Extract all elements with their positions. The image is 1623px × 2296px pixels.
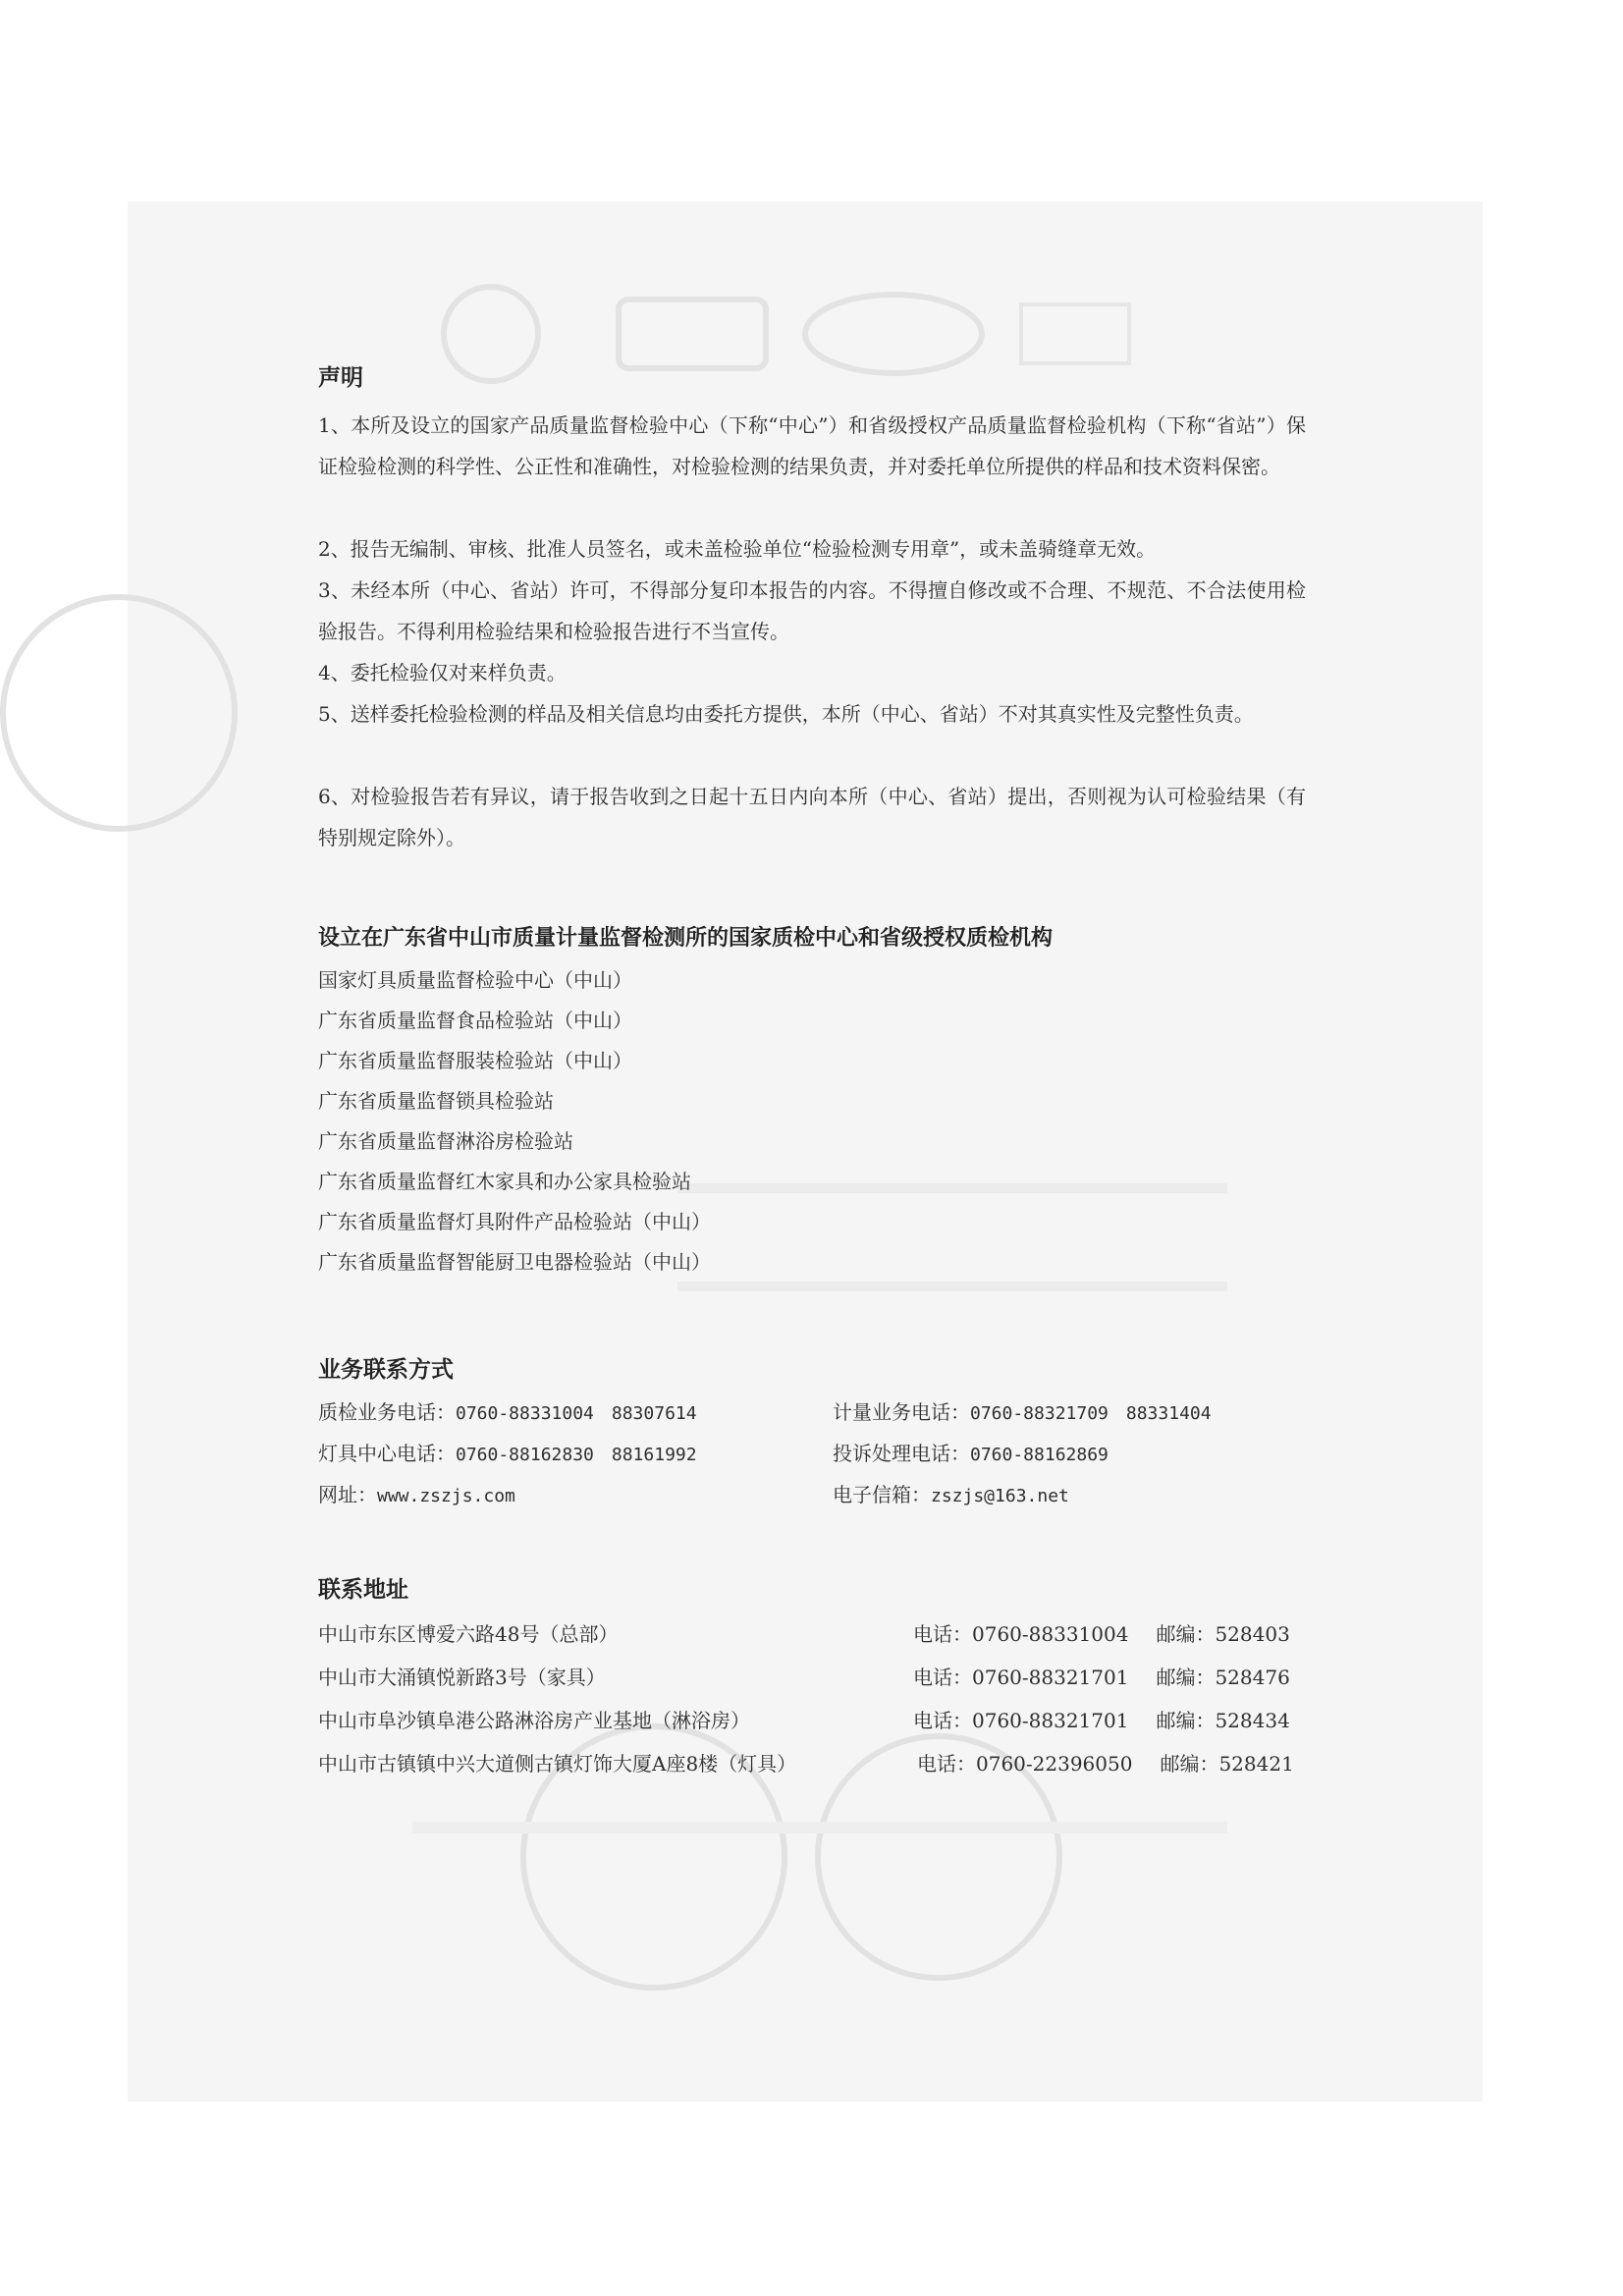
- address-contact: [913, 1664, 1290, 1691]
- complaint-phone-value: 0760-88162869: [970, 1445, 1109, 1465]
- email: [833, 1481, 1069, 1510]
- address-postcode: 邮编：528476: [1156, 1666, 1290, 1689]
- declaration-item-6: 6、对检验报告若有异议，请于报告收到之日起十五日内向本所（中心、省站）提出，否则视为认可检验结果（有特别规定除外）。: [318, 785, 1306, 849]
- address-line: 中山市古镇镇中兴大道侧古镇灯饰大厦A座8楼（灯具）: [318, 1752, 797, 1776]
- institution-item: 广东省质量监督智能厨卫电器检验站（中山）: [318, 1250, 711, 1274]
- institutions-title: 设立在广东省中山市质量计量监督检测所的国家质检中心和省级授权质检机构: [318, 926, 1054, 951]
- show-through-line: [677, 1183, 1227, 1193]
- complaint-phone: [833, 1440, 1109, 1469]
- metering-phone-label: 计量业务电话：: [833, 1400, 970, 1424]
- declaration-item-2: 2、报告无编制、审核、批准人员签名，或未盖检验单位“检验检测专用章”，或未盖骑缝章无效。: [318, 537, 1157, 561]
- institution-item: 广东省质量监督锁具检验站: [318, 1089, 554, 1113]
- address-contact: [913, 1707, 1290, 1734]
- website-link[interactable]: www.zszjs.com: [377, 1486, 515, 1506]
- lamp-phone-value: 0760-88162830 88161992: [456, 1445, 697, 1465]
- institution-item: 广东省质量监督食品检验站（中山）: [318, 1009, 632, 1032]
- address-postcode: 邮编：528421: [1160, 1752, 1294, 1776]
- show-through-line: [677, 1282, 1227, 1291]
- lamp-phone-label: 灯具中心电话：: [318, 1442, 456, 1465]
- address-postcode: 邮编：528434: [1156, 1709, 1290, 1732]
- quality-phone-value: 0760-88331004 88307614: [456, 1403, 697, 1424]
- institution-item: 广东省质量监督淋浴房检验站: [318, 1129, 573, 1153]
- declaration-item-5: 5、送样委托检验检测的样品及相关信息均由委托方提供，本所（中心、省站）不对其真实性及完整性负责。: [318, 702, 1254, 726]
- institution-item: 广东省质量监督灯具附件产品检验站（中山）: [318, 1210, 711, 1233]
- business-contact-title: 业务联系方式: [318, 1357, 454, 1383]
- seal-icon: [0, 594, 238, 832]
- address-phone: 电话：0760-22396050: [917, 1752, 1133, 1776]
- website: [318, 1481, 515, 1510]
- institution-item: 国家灯具质量监督检验中心（中山）: [318, 968, 632, 992]
- show-through-line: [412, 1822, 1227, 1833]
- declaration-item-1: 1、本所及设立的国家产品质量监督检验中心（下称“中心”）和省级授权产品质量监督检验机构（下称“省站”）保证检验检测的科学性、公正性和准确性，对检验检测的结果负责，并对委托单位所提供的样品和技术资料保密。: [318, 413, 1306, 478]
- institution-item: 广东省质量监督红木家具和办公家具检验站: [318, 1170, 691, 1193]
- website-label: 网址：: [318, 1483, 377, 1506]
- address-line: 中山市东区博爱六路48号（总部）: [318, 1622, 619, 1646]
- address-postcode: 邮编：528403: [1156, 1622, 1290, 1646]
- complaint-phone-label: 投诉处理电话：: [833, 1442, 970, 1465]
- address-phone: 电话：0760-88331004: [913, 1622, 1129, 1646]
- quality-phone-label: 质检业务电话：: [318, 1400, 456, 1424]
- metering-phone-value: 0760-88321709 88331404: [970, 1403, 1212, 1424]
- address-contact: [917, 1750, 1294, 1777]
- address-line: 中山市大涌镇悦新路3号（家具）: [318, 1666, 606, 1689]
- declaration-item-4: 4、委托检验仅对来样负责。: [318, 661, 567, 684]
- lamp-phone: [318, 1440, 697, 1469]
- quality-phone: [318, 1398, 697, 1428]
- institution-item: 广东省质量监督服装检验站（中山）: [318, 1049, 632, 1072]
- email-link[interactable]: zszjs@163.net: [931, 1486, 1069, 1506]
- address-phone: 电话：0760-88321701: [913, 1709, 1129, 1732]
- certification-logos-icon: [432, 280, 1139, 388]
- metering-phone: [833, 1398, 1212, 1428]
- declaration-item-3: 3、未经本所（中心、省站）许可，不得部分复印本报告的内容。不得擅自修改或不合理、不规范、不合法使用检验报告。不得利用检验结果和检验报告进行不当宣传。: [318, 578, 1306, 643]
- email-label: 电子信箱：: [833, 1483, 931, 1506]
- addresses-title: 联系地址: [318, 1577, 408, 1603]
- declaration-title: 声明: [318, 365, 363, 391]
- address-line: 中山市阜沙镇阜港公路淋浴房产业基地（淋浴房）: [318, 1709, 750, 1732]
- address-contact: [913, 1620, 1290, 1648]
- address-phone: 电话：0760-88321701: [913, 1666, 1129, 1689]
